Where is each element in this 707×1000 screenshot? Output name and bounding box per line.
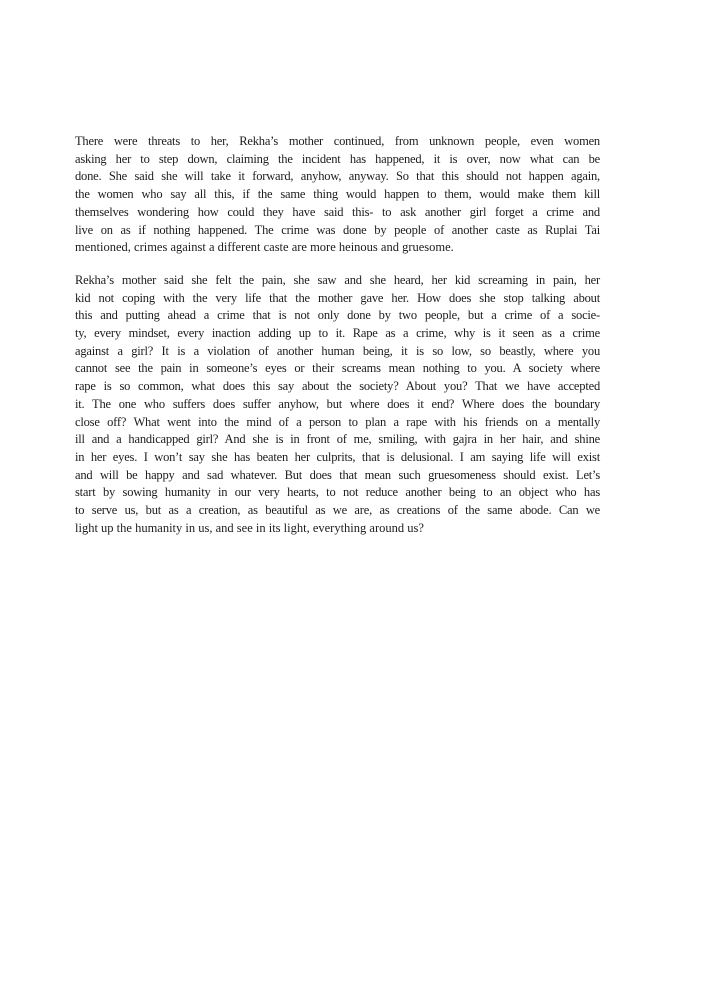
paragraph [75,133,600,257]
text-line: ill and a handicapped girl? And she is in front of me, smiling, with gajra in her hair, and shine [75,432,600,447]
text-line: in her eyes. I won’t say she has beaten her culprits, that is delusional. I am saying life will exist [75,449,600,464]
text-line: There were threats to her, Rekha’s mother continued, from unknown people, even women [75,134,600,148]
text-line: and will be happy and sad whatever. But does that mean such gruesomeness should exist. Let’s [75,467,600,482]
text-line: cannot see the pain in someone’s eyes or their screams mean nothing to you. A society where [75,361,600,376]
text-line: themselves wondering how could they have said this- to ask another girl forget a crime and [75,204,600,219]
text-line: rape is so common, what does this say about the society? About you? That we have accepted [75,379,600,394]
text-line: this and putting ahead a crime that is not only done by two people, but a crime of a socie- [75,308,600,323]
paragraph [75,272,600,538]
text-line: ty, every mindset, every inaction adding up to it. Rape as a crime, why is it seen as a crime [75,326,600,341]
text-line: done. She said she will take it forward, anyhow, anyway. So that this should not happen again, [75,169,600,184]
text-line: Rekha’s mother said she felt the pain, she saw and she heard, her kid screaming in pain, her [75,272,600,287]
text-line: mentioned, crimes against a different caste are more heinous and gruesome. [75,240,454,255]
text-line: close off? What went into the mind of a person to plan a rape with his friends on a mentally [75,414,600,429]
text-block [75,133,600,537]
text-line: the women who say all this, if the same thing would happen to them, would make them kill [75,187,600,202]
text-line: light up the humanity in us, and see in its light, everything around us? [75,520,424,535]
text-line: live on as if nothing happened. The crime was done by people of another caste as Ruplai Tai [75,222,600,237]
text-line: to serve us, but as a creation, as beautiful as we are, as creations of the same abode. Can we [75,503,600,518]
text-line: kid not coping with the very life that the mother gave her. How does she stop talking about [75,290,600,305]
text-line: it. The one who suffers does suffer anyhow, but where does it end? Where does the boundary [75,396,600,411]
text-line: start by sowing humanity in our very hearts, to not reduce another being to an object who has [75,485,600,500]
text-line: against a girl? It is a violation of another human being, it is so low, so beastly, where you [75,343,600,358]
text-line: asking her to step down, claiming the incident has happened, it is over, now what can be [75,151,600,166]
